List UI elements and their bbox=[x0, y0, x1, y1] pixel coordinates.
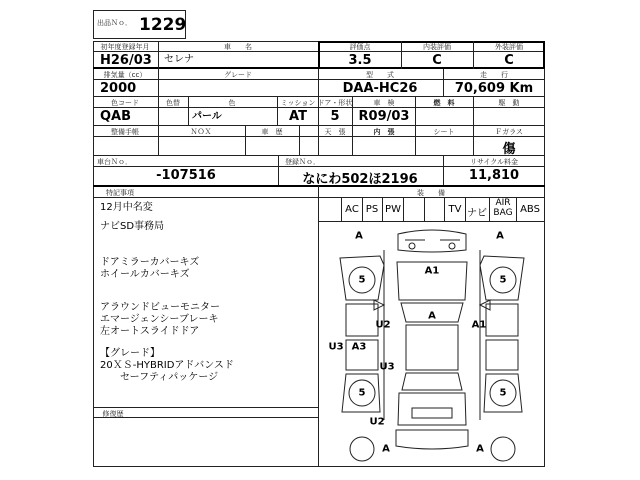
tailgate-shape bbox=[398, 393, 466, 425]
damage-mark-fr-wheel-5: 5 bbox=[499, 274, 507, 286]
note-line: 12月中名変 bbox=[100, 202, 153, 213]
exterior-score-label: 外装評価 bbox=[495, 43, 523, 51]
first-registration-label: 初年度登録年月 bbox=[100, 43, 150, 51]
seat-label: シート bbox=[433, 128, 455, 136]
mileage-label: 走 行 bbox=[480, 71, 508, 79]
note-line: 左オートスライドドア bbox=[100, 326, 200, 337]
damage-mark-rear-bumper-u2: U2 bbox=[369, 416, 385, 428]
rear-glass-shape bbox=[402, 373, 462, 390]
note-line: ナビSD事務局 bbox=[100, 221, 165, 232]
displacement-label: 排気量（cc） bbox=[103, 71, 147, 79]
color-value: パール bbox=[192, 111, 222, 122]
chassis-label: 車台Ｎｏ． bbox=[97, 158, 132, 166]
inspection-value: R09/03 bbox=[358, 109, 410, 124]
roof-label: 天 張 bbox=[324, 128, 346, 136]
color-change-label: 色替 bbox=[166, 99, 180, 107]
model-label: 型 式 bbox=[366, 71, 394, 79]
color-label: 色 bbox=[228, 99, 236, 107]
damage-mark-hood-a1: A1 bbox=[424, 265, 440, 277]
registration-label: 登録Ｎｏ． bbox=[285, 158, 320, 166]
right-front-door-shape bbox=[486, 304, 518, 336]
wheel-circle-bl bbox=[350, 437, 374, 461]
damage-mark-front-left-a: A bbox=[355, 230, 363, 242]
note-line: エマージェンシーブレーキ bbox=[100, 314, 219, 325]
equip-navi: ナビ bbox=[467, 208, 487, 219]
score-label: 評価点 bbox=[349, 43, 371, 51]
equip-ps: PS bbox=[365, 204, 379, 215]
note-line: アラウンドビューモニター bbox=[100, 302, 220, 313]
damage-mark-rl-wheel-5: 5 bbox=[358, 387, 366, 399]
note-line: ドアミラーカバーキズ bbox=[100, 257, 200, 268]
damage-mark-roof-a: A bbox=[428, 310, 436, 322]
interior-lining-label: 内 張 bbox=[373, 128, 395, 136]
displacement-value: 2000 bbox=[100, 81, 137, 96]
history-label: 車 歴 bbox=[261, 128, 283, 136]
mission-value: AT bbox=[289, 109, 307, 124]
damage-mark-rear-right-a: A bbox=[476, 443, 484, 455]
damage-mark-front-right-a: A bbox=[496, 230, 504, 242]
front-glass-label: Ｆガラス bbox=[495, 128, 523, 136]
roof-shape bbox=[406, 325, 458, 370]
drive-label: 駆 動 bbox=[498, 99, 520, 107]
damage-mark-left-a3: A3 bbox=[351, 341, 367, 353]
nox-label: ＮＯＸ bbox=[190, 128, 212, 136]
lot-number-label: 出品Ｎｏ． bbox=[97, 19, 132, 27]
note-line: ホイールカバーキズ bbox=[100, 269, 190, 280]
fuel-label: 燃 料 bbox=[433, 99, 455, 107]
notes-title: 特記事項 bbox=[106, 189, 134, 197]
color-code-label: 色コード bbox=[111, 99, 139, 107]
door-shape-label: ドア・形状 bbox=[317, 99, 353, 107]
interior-score-value: C bbox=[432, 53, 442, 68]
exterior-score-value: C bbox=[504, 53, 514, 68]
mission-label: ミッション bbox=[280, 99, 316, 107]
damage-mark-right-door-a1: A1 bbox=[471, 319, 487, 331]
damage-mark-left-u3: U3 bbox=[328, 341, 344, 353]
note-line: セーフティパッケージ bbox=[100, 372, 219, 383]
equip-abs: ABS bbox=[520, 204, 540, 215]
damage-mark-fl-wheel-5: 5 bbox=[358, 274, 366, 286]
first-registration-value: H26/03 bbox=[100, 53, 152, 68]
grade-label: グレード bbox=[224, 71, 252, 79]
interior-score-label: 内装評価 bbox=[423, 43, 451, 51]
damage-mark-rear-left-a: A bbox=[382, 443, 390, 455]
damage-mark-rr-wheel-5: 5 bbox=[499, 387, 507, 399]
right-rear-door-shape bbox=[486, 340, 518, 370]
door-shape-value: 5 bbox=[330, 109, 340, 124]
damage-mark-left-rear-u3: U3 bbox=[379, 361, 395, 373]
chassis-value: -107516 bbox=[156, 168, 216, 183]
note-line: 【グレード】 bbox=[100, 348, 160, 359]
recycle-fee-label: リサイクル料金 bbox=[469, 158, 519, 166]
left-front-door-shape bbox=[346, 304, 378, 336]
car-name-value: セレナ bbox=[164, 54, 194, 65]
damage-mark-left-door-u2: U2 bbox=[375, 319, 391, 331]
equip-pw: PW bbox=[385, 204, 401, 215]
inspection-label: 車 検 bbox=[373, 99, 395, 107]
equip-tv: TV bbox=[448, 204, 462, 215]
mileage-value: 70,609 Km bbox=[454, 81, 534, 96]
equip-airbag: AIR BAG bbox=[493, 198, 513, 218]
model-value: DAA-HC26 bbox=[342, 81, 418, 96]
maintenance-label: 整備手帳 bbox=[111, 128, 139, 136]
recycle-fee-value: 11,810 bbox=[468, 168, 520, 183]
rear-bumper-shape bbox=[396, 430, 468, 449]
color-code-value: QAB bbox=[100, 109, 132, 124]
note-line: 20ＸＳ-HYBRIDアドバンスド bbox=[100, 360, 234, 371]
front-bumper-shape bbox=[398, 230, 466, 252]
car-name-label: 車 名 bbox=[224, 43, 252, 51]
wheel-circle-br bbox=[491, 437, 515, 461]
lot-number-value: 1229 bbox=[139, 15, 187, 35]
registration-value: なにわ502ほ2196 bbox=[302, 172, 418, 187]
score-value: 3.5 bbox=[348, 53, 372, 68]
equipment-title: 装 備 bbox=[417, 189, 445, 197]
repair-history-title: 修復歴 bbox=[102, 410, 124, 418]
equip-ac: AC bbox=[345, 204, 359, 215]
front-glass-value: 傷 bbox=[502, 142, 516, 157]
